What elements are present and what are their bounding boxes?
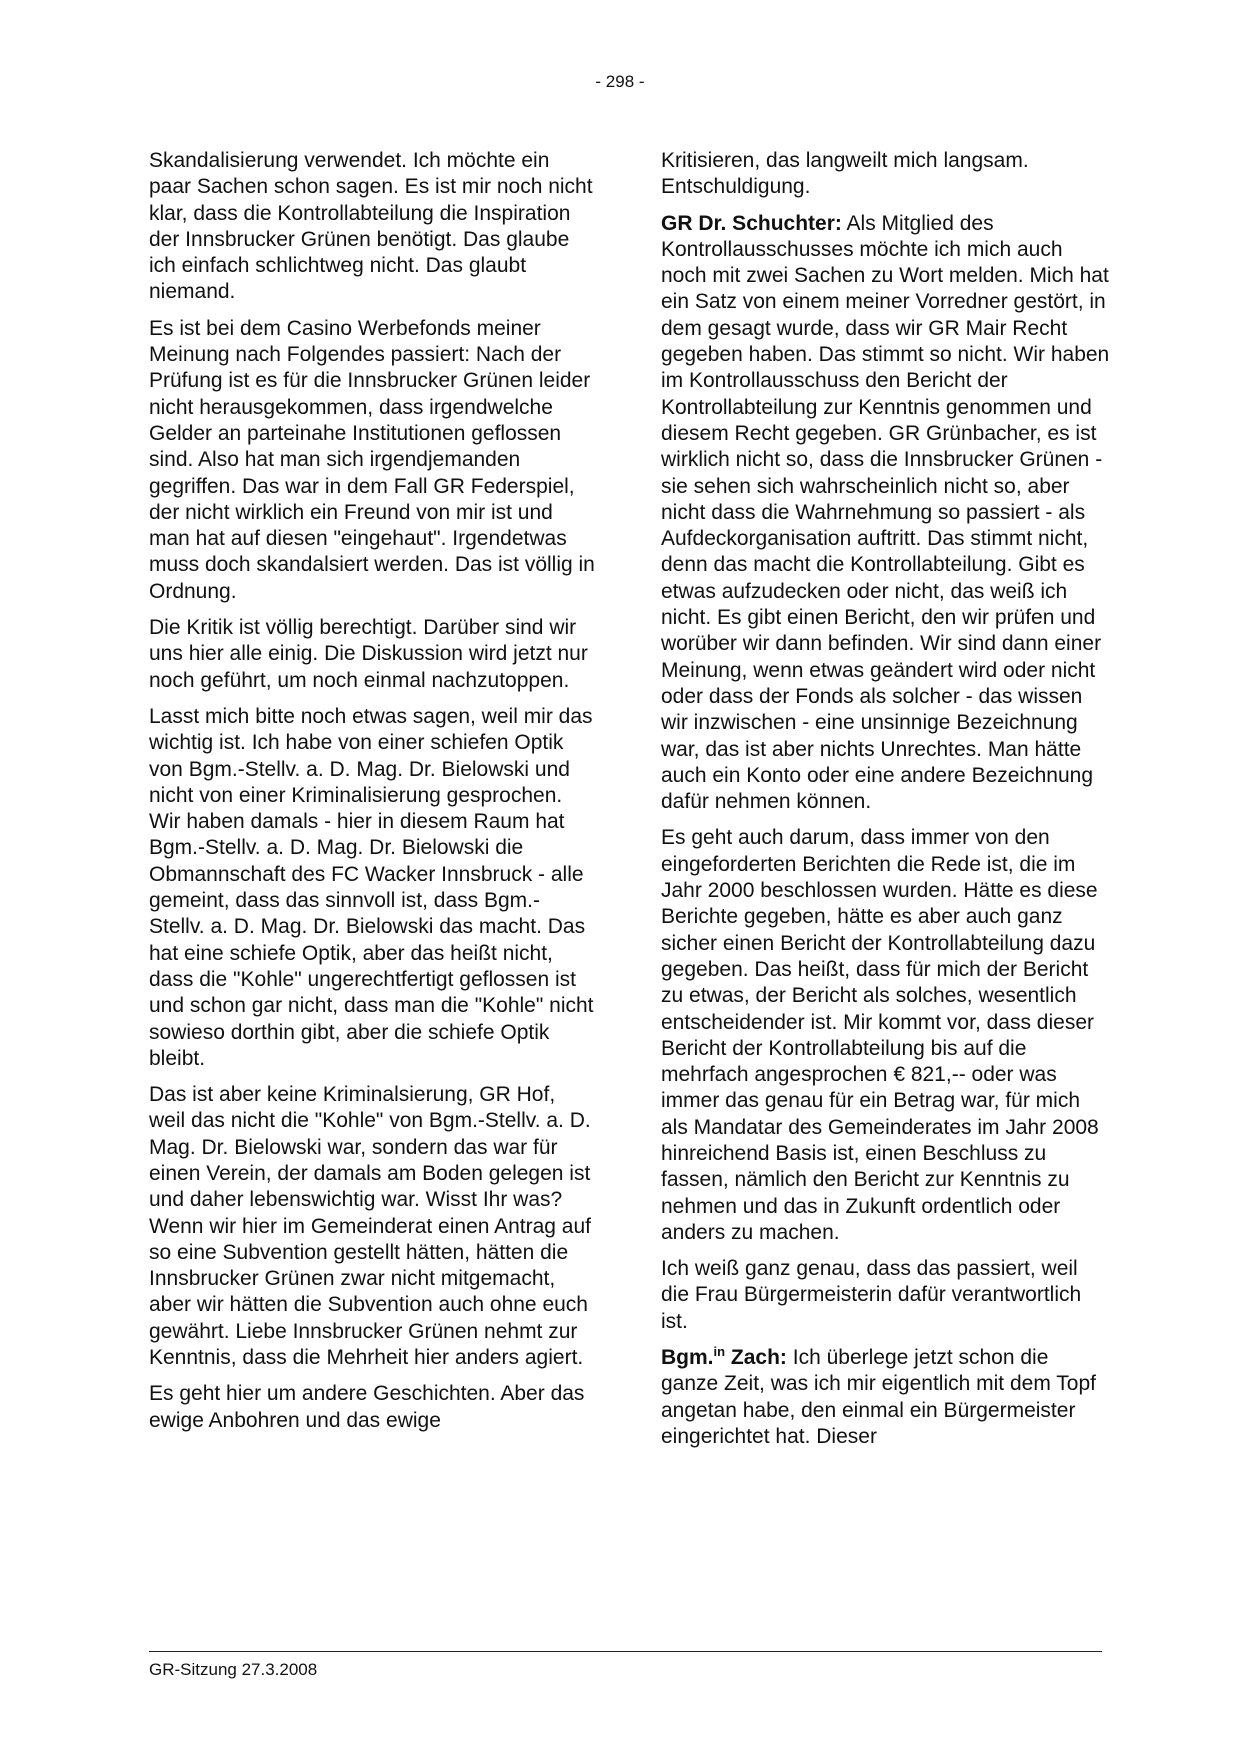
paragraph: Es geht hier um andere Geschichten. Aber das ewige Anbohren und das ewige (149, 1382, 585, 1432)
paragraph: Das ist aber keine Kriminalsierung, GR Hof, weil das nicht die "Kohle" von Bgm.-Stellv. a. D. Mag. Dr. Bielowski war, sondern das war für einen Verein, der damals am Boden gelegen ist und daher lebenswichtig war. Wisst Ihr was? Wenn wir hier im Gemeinderat einen Antrag auf so eine Subvention gestellt hätten, hätten die Innsbrucker Grünen zwar nicht mitgemacht, aber wir hätten die Subvention auch ohne euch gewährt. Liebe Innsbrucker Grünen nehmt zur Kenntnis, dass die Mehrheit hier anders agiert. (149, 1083, 592, 1370)
paragraph: Ich weiß ganz genau, dass das passiert, weil die Frau Bürgermeisterin dafür verantwortlich ist. (661, 1257, 1082, 1333)
footer-session-label: GR-Sitzung 27.3.2008 (149, 1660, 318, 1679)
paragraph: Es geht auch darum, dass immer von den eingeforderten Berichten die Rede ist, die im Jahr 2000 beschlossen wurden. Hätte es diese Berichte gegeben, hätte es aber auch ganz sicher einen Bericht der Kontrollabteilung dazu gegeben. Das heißt, dass für mich der Bericht zu etwas, der Bericht als solches, wesentlich entscheidender ist. Mir kommt vor, dass dieser Bericht der Kontrollabteilung bis auf die mehrfach angesprochen € 821,-- oder was immer das genau für ein Betrag war, für mich als Mandatar des Gemeinderates im Jahr 2008 hinreichend Basis ist, einen Beschluss zu fassen, nämlich den Bericht zur Kenntnis zu nehmen und das in Zukunft ordentlich oder anders zu machen. (661, 826, 1099, 1244)
page-number: - 298 - (595, 72, 645, 91)
speaker-title: Bgm. (661, 1346, 714, 1370)
paragraph: Kritisieren, das langweilt mich langsam. Entschuldigung. (661, 149, 1029, 199)
speech-text: Als Mitglied des Kontrollausschusses möchte ich mich auch noch mit zwei Sachen zu Wort melden. Mich hat ein Satz von einem meiner Vorredner gestört, in dem gesagt wurde, dass wir GR Mair Recht gegeben haben. Das stimmt so nicht. Wir haben im Kontrollausschuss den Bericht der Kontrollabteilung zur Kenntnis genommen und diesem Recht gegeben. GR Grünbacher, es ist wirklich nicht so, dass die Innsbrucker Grünen - sie sehen sich wahrscheinlich nicht so, aber nicht dass die Wahrnehmung so passiert - als Aufdeckorganisation auftritt. Das stimmt nicht, denn das macht die Kontrollabteilung. Gibt es etwas aufzudecken oder nicht, das weiß ich nicht. Es gibt einen Bericht, den wir prüfen und worüber wir dann befinden. Wir sind dann einer Meinung, wenn etwas geändert wird oder nicht oder dass der Fonds als solcher - das wissen wir inzwischen - eine unsinnige Bezeichnung war, das ist aber nichts Unrechtes. Man hätte auch ein Konto oder eine andere Bezeichnung dafür nehmen können. (661, 211, 1110, 814)
speech-text: Ich überlege jetzt schon die ganze Zeit, was ich mir eigentlich mit dem Topf angetan habe, den einmal ein Bürgermeister eingerichtet hat. Dieser (661, 1346, 1096, 1448)
paragraph: Es ist bei dem Casino Werbefonds meiner Meinung nach Folgendes passiert: Nach der Prüfung ist es für die Innsbrucker Grünen leider nicht herausgekommen, dass irgendwelche Gelder an parteinahe Institutionen geflossen sind. Also hat man sich irgendjemanden gegriffen. Das war in dem Fall GR Federspiel, der nicht wirklich ein Freund von mir ist und man hat auf diesen "eingehaut". Irgendetwas muss doch skandalsiert werden. Das ist völlig in Ordnung. (149, 316, 595, 603)
speaker-name (661, 1346, 787, 1369)
speaker-title-superscript: in (713, 1344, 726, 1360)
speaker-paragraph (661, 1345, 1111, 1450)
left-column (149, 148, 595, 1444)
right-column (661, 148, 1111, 1460)
paragraph: Skandalisierung verwendet. Ich möchte ein paar Sachen schon sagen. Es ist mir noch nicht klar, dass die Kontrollabteilung die Inspiration der Innsbrucker Grünen benötigt. Das glaube ich einfach schlichtweg nicht. Das glaubt niemand. (149, 149, 593, 304)
footer-divider (149, 1651, 1102, 1652)
paragraph: Die Kritik ist völlig berechtigt. Darüber sind wir uns hier alle einig. Die Diskussion wird jetzt nur noch geführt, um noch einmal nachzutoppen. (149, 616, 588, 692)
speaker-name: GR Dr. Schuchter: (661, 211, 842, 235)
speaker-paragraph (661, 211, 1111, 816)
speaker-surname: Zach: (725, 1346, 787, 1370)
paragraph: Lasst mich bitte noch etwas sagen, weil mir das wichtig ist. Ich habe von einer schiefen Optik von Bgm.-Stellv. a. D. Mag. Dr. Bielowski und nicht von einer Kriminalisierung gesprochen. Wir haben damals - hier in diesem Raum hat Bgm.-Stellv. a. D. Mag. Dr. Bielowski die Obmannschaft des FC Wacker Innsbruck - alle gemeint, dass das sinnvoll ist, dass Bgm.-Stellv. a. D. Mag. Dr. Bielowski das macht. Das hat eine schiefe Optik, aber das heißt nicht, dass die "Kohle" ungerechtfertigt geflossen ist und schon gar nicht, dass man die "Kohle" nicht sowieso dorthin gibt, aber die schiefe Optik bleibt. (149, 704, 594, 1070)
